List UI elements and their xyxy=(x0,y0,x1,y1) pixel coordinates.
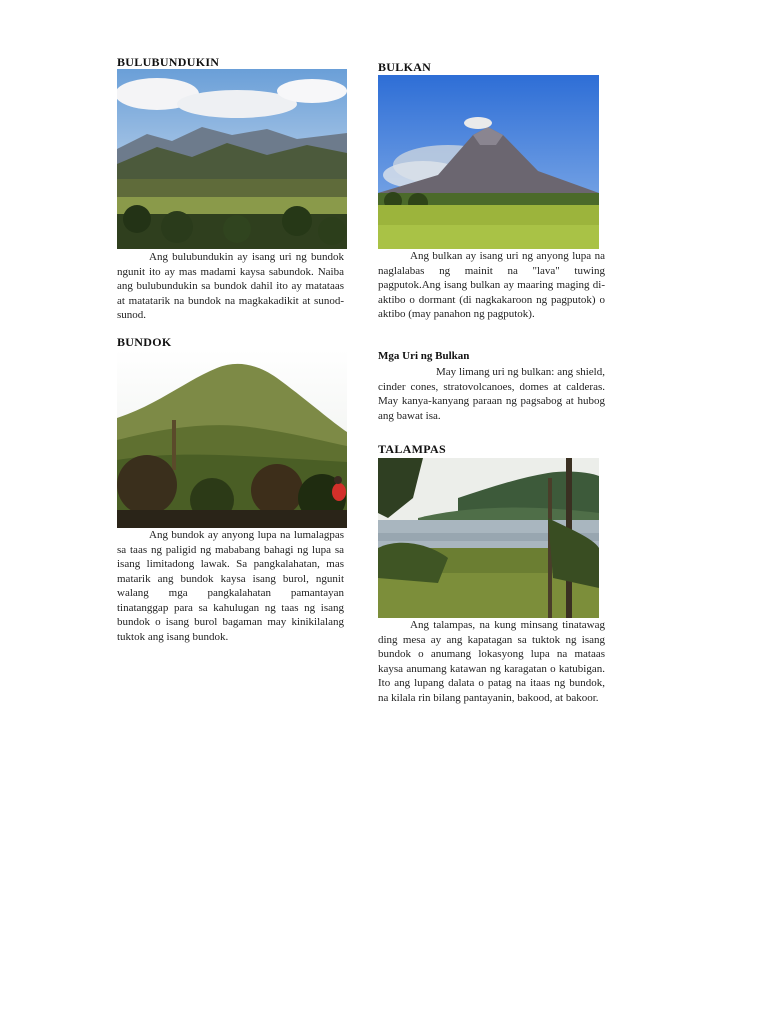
bundok-photo xyxy=(117,350,347,528)
bundok-heading: BUNDOK xyxy=(117,335,172,349)
bulubundukin-paragraph: Ang bulubundukin ay isang uri ng bundok ngunit ito ay mas madami kaysa sabundok. Naiba ang bulubundukin sa bundok dahil ito ay matataas at matatarik na bundok na magkakadikit at sunod-sunod. xyxy=(117,251,344,321)
mga-uri-ng-bulkan-heading: Mga Uri ng Bulkan xyxy=(378,350,470,362)
bulkan-heading: BULKAN xyxy=(378,60,432,74)
bulkan-photo xyxy=(378,75,599,249)
bundok-paragraph: Ang bundok ay anyong lupa na lumalagpas sa taas ng paligid ng mababang bahagi ng lupa sa isang limitadong lawak. Sa pangkalahatan, mas matarik ang bundok kaysa isang burol, ngunit walang mga pangkalahatan pamantayan tinatanggap para sa kahulugan ng taas ng isang bundok o isang burol bagaman may kinikilalang tuktok ang isang bundok. xyxy=(117,529,344,643)
bulkan-paragraph: Ang bulkan ay isang uri ng anyong lupa na naglalabas ng mainit na "lava" tuwing pagputok.Ang isang bulkan ay maaring maging di-aktibo o dormant (di nagkakaroon ng pagputok) o aktibo (may panahon ng pagputok). xyxy=(378,250,605,320)
talampas-heading: TALAMPAS xyxy=(378,442,446,456)
talampas-paragraph: Ang talampas, na kung minsang tinatawag ding mesa ay ang kapatagan sa tuktok ng isang bundok o anumang lokasyong lupa na mataas kaysa anumang katawan ng karagatan o katubigan. Ito ang lupang dalata o patag na itaas ng bundok, na kilala rin bilang pantayanin, bakood, at bakoor. xyxy=(378,619,605,704)
bulubundukin-heading: BULUBUNDUKIN xyxy=(117,55,220,69)
bulubundukin-photo xyxy=(117,69,347,249)
talampas-photo xyxy=(378,458,599,618)
mga-uri-ng-bulkan-paragraph: May limang uri ng bulkan: ang shield, cinder cones, stratovolcanoes, domes at calderas. May kanya-kanyang paraan ng pagsabog at hubog ang bawat isa. xyxy=(378,366,605,422)
